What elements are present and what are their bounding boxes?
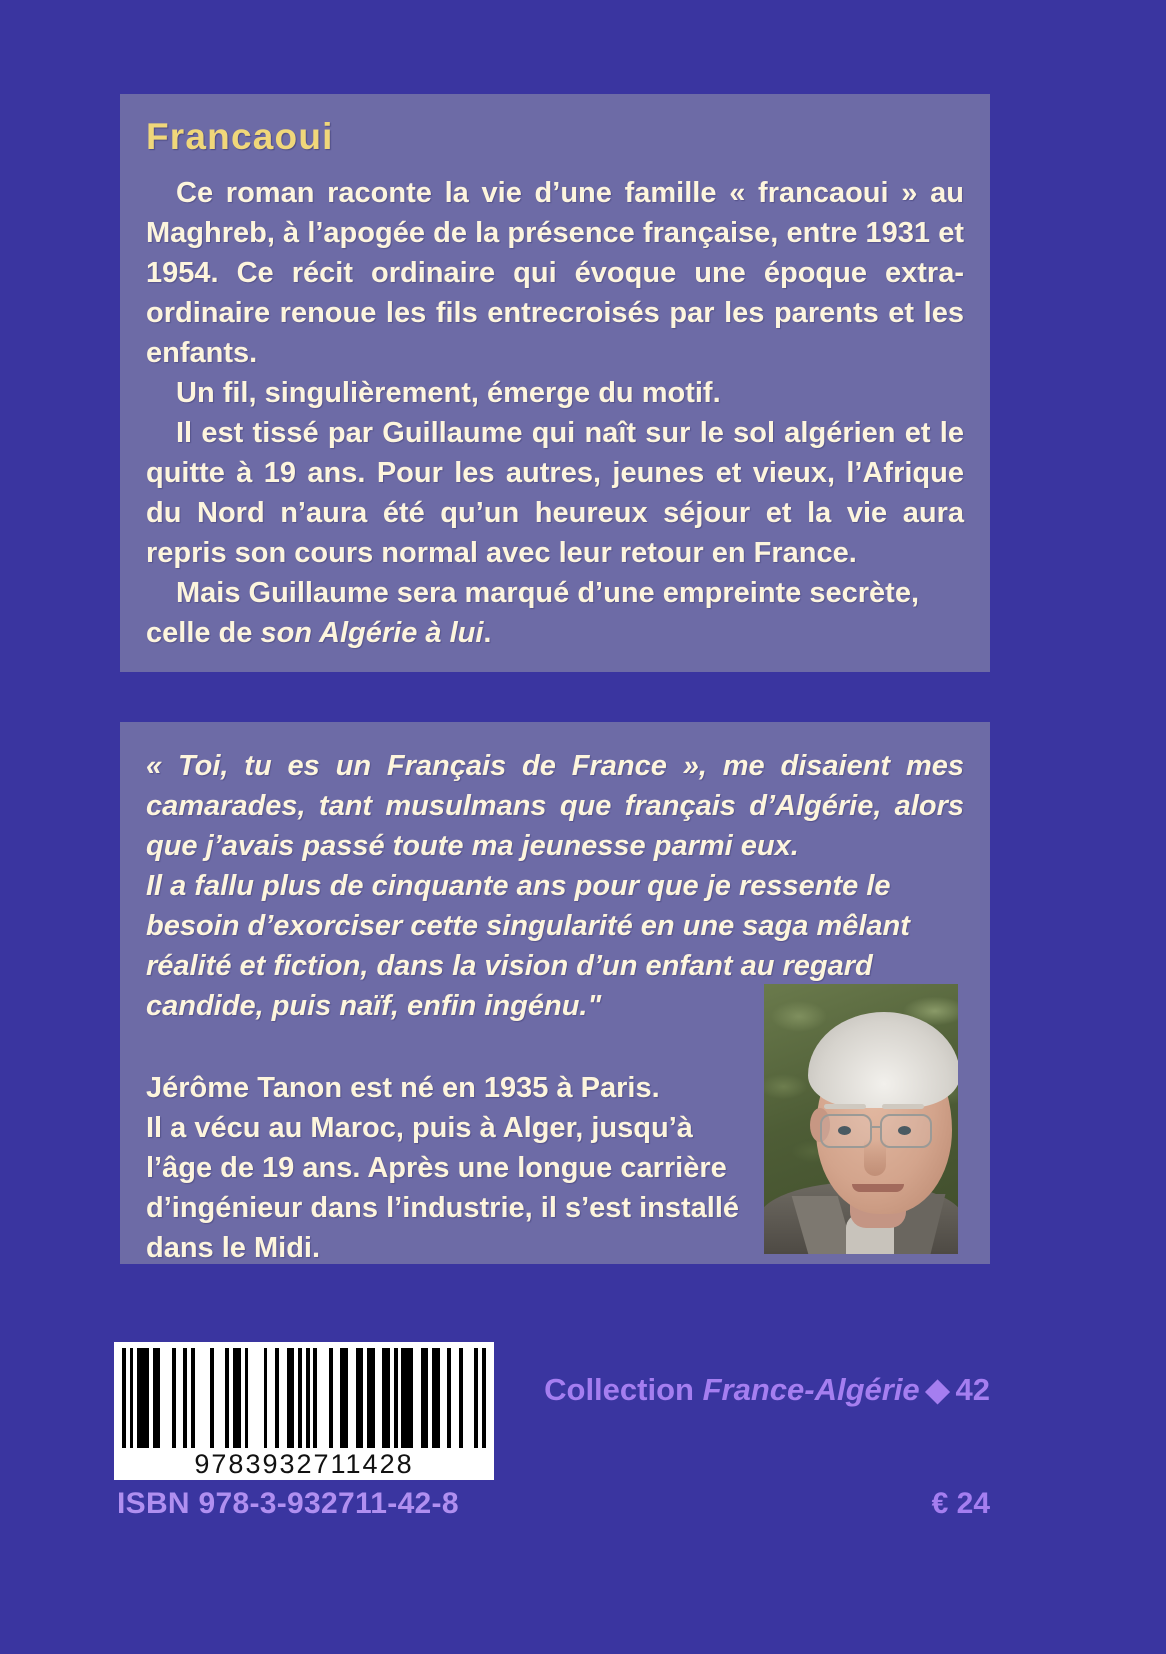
photo-eye-left — [838, 1126, 851, 1135]
photo-eyeglass-bridge — [872, 1126, 882, 1128]
photo-nose — [864, 1140, 886, 1176]
author-panel — [120, 722, 990, 1264]
synopsis-paragraph-3: Il est tissé par Guillaume qui naît sur le sol algérien et le quitte à 19 ans. Pour les autres, jeunes et vieux, l’Afrique du Nord n’aura été qu’un heureux séjour et la vie aura repris son cours normal avec leur retour en France. — [146, 417, 964, 569]
author-quote-line-1: « Toi, tu es un Français de France », me disaient mes camarades, tant musulmans que français d’Algérie, alors que j’avais passé toute ma jeunesse parmi eux. — [146, 750, 964, 862]
synopsis-panel — [120, 94, 990, 672]
collection-number: 42 — [955, 1372, 990, 1407]
collection-line — [544, 1372, 990, 1408]
photo-eyebrow-left — [824, 1104, 866, 1109]
author-quote-line-2: Il a fallu plus de cinquante ans pour que je ressente le besoin d’exorciser cette singularité en une saga mêlant réalité et fiction, dans la vision d’un enfant au regard candide, puis naïf, enfin ingénu." — [146, 870, 910, 1022]
isbn-text: ISBN 978-3-932711-42-8 — [117, 1487, 459, 1520]
price-text: € 24 — [931, 1487, 990, 1520]
barcode-number: 9783932711428 — [194, 1449, 414, 1479]
collection-label: Collection — [544, 1372, 694, 1407]
isbn-barcode — [114, 1342, 494, 1480]
photo-eye-right — [898, 1126, 911, 1135]
author-bio-line-2: Il a vécu au Maroc, puis à Alger, jusqu’à l’âge de 19 ans. Après une longue carrière d’ingénieur dans l’industrie, il s’est installé dans le Midi. — [146, 1112, 740, 1264]
synopsis-paragraph-4-text: Mais Guillaume sera marqué d’une empreinte secrète, celle de — [146, 577, 920, 649]
synopsis-paragraph-4 — [146, 573, 964, 653]
author-portrait-photo — [764, 984, 958, 1254]
photo-mouth — [852, 1184, 904, 1192]
barcode-bars — [122, 1348, 486, 1448]
synopsis-paragraph-1: Ce roman raconte la vie d’une famille « francaoui » au Maghreb, à l’apogée de la présence française, entre 1931 et 1954. Ce récit ordinaire qui évoque une époque extra-ordinaire renoue les fils entrecroisés par les parents et les enfants. — [146, 177, 964, 369]
page-title: Francaoui — [146, 116, 334, 157]
author-bio-line-1: Jérôme Tanon est né en 1935 à Paris. — [146, 1072, 660, 1104]
synopsis-paragraph-4-emphasis: son Algérie à lui — [260, 617, 484, 649]
synopsis-paragraph-2: Un fil, singulièrement, émerge du motif. — [176, 377, 721, 409]
photo-eyebrow-right — [882, 1104, 924, 1109]
collection-name: France-Algérie — [702, 1372, 920, 1407]
diamond-icon: ◆ — [925, 1372, 950, 1407]
synopsis-paragraph-4-tail: . — [483, 617, 492, 649]
author-bio — [146, 1068, 766, 1268]
